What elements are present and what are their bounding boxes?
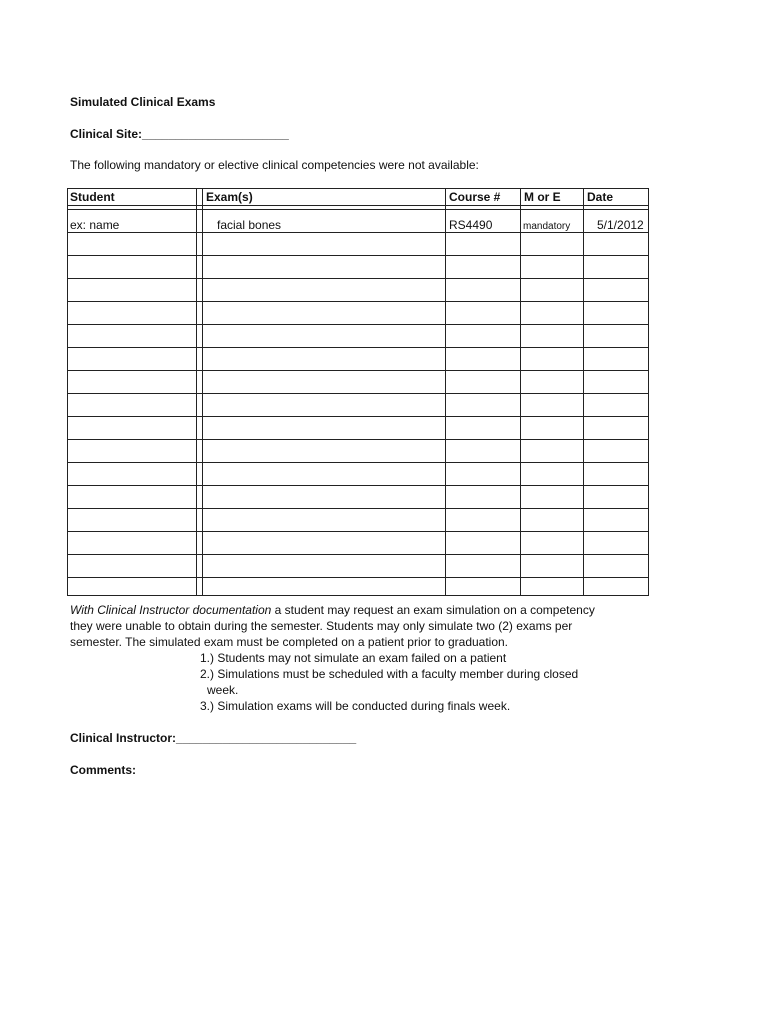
clinical-site-field[interactable]: Clinical Site:______________________ [70, 127, 289, 141]
note-italic-lead: With Clinical Instructor documentation [70, 603, 272, 617]
table-column-rule [583, 188, 584, 596]
table-rule [67, 439, 649, 440]
table-rule [67, 370, 649, 371]
note-line-2: they were unable to obtain during the semester. Students may only simulate two (2) exams per [70, 619, 573, 633]
header-exams: Exam(s) [206, 190, 253, 204]
comments-label: Comments: [70, 763, 137, 777]
table-rule [67, 278, 649, 279]
example-m-or-e: mandatory [523, 221, 571, 232]
clinical-instructor-field[interactable]: Clinical Instructor:___________________________ [70, 731, 357, 745]
header-date: Date [587, 190, 614, 204]
table-rule [67, 347, 649, 348]
rule-3: 3.) Simulation exams will be conducted during finals week. [200, 699, 511, 713]
table-rule [67, 531, 649, 532]
header-course: Course # [449, 190, 501, 204]
competency-table [67, 188, 649, 596]
header-m-or-e: M or E [524, 190, 561, 204]
example-exam: facial bones [217, 218, 282, 232]
page-title: Simulated Clinical Exams [70, 95, 216, 109]
header-student: Student [70, 190, 115, 204]
table-column-rule [520, 188, 521, 596]
example-student: ex: name [70, 218, 120, 232]
table-column-rule [202, 188, 203, 596]
rule-1: 1.) Students may not simulate an exam failed on a patient [200, 651, 507, 665]
table-rule [67, 595, 649, 596]
table-column-rule [67, 188, 68, 596]
note-line-1 [70, 603, 595, 617]
example-course: RS4490 [449, 218, 493, 232]
note-line-1-rest: a student may request an exam simulation on a competency [271, 603, 595, 617]
table-rule [67, 508, 649, 509]
table-rule [67, 324, 649, 325]
rule-2-continued: week. [207, 683, 239, 697]
table-rule [67, 485, 649, 486]
table-rule [67, 255, 649, 256]
table-rule [67, 209, 649, 210]
example-date: 5/1/2012 [597, 218, 644, 232]
table-rule [67, 393, 649, 394]
table-rule [67, 205, 649, 206]
table-column-rule [196, 188, 197, 596]
table-rule [67, 577, 649, 578]
table-column-rule [648, 188, 649, 596]
table-rule [67, 554, 649, 555]
table-rule [67, 301, 649, 302]
table-rule [67, 462, 649, 463]
note-line-3: semester. The simulated exam must be completed on a patient prior to graduation. [70, 635, 509, 649]
table-rule [67, 416, 649, 417]
table-column-rule [445, 188, 446, 596]
rule-2: 2.) Simulations must be scheduled with a faculty member during closed [200, 667, 579, 681]
table-rule [67, 188, 649, 189]
intro-text: The following mandatory or elective clinical competencies were not available: [70, 158, 479, 172]
